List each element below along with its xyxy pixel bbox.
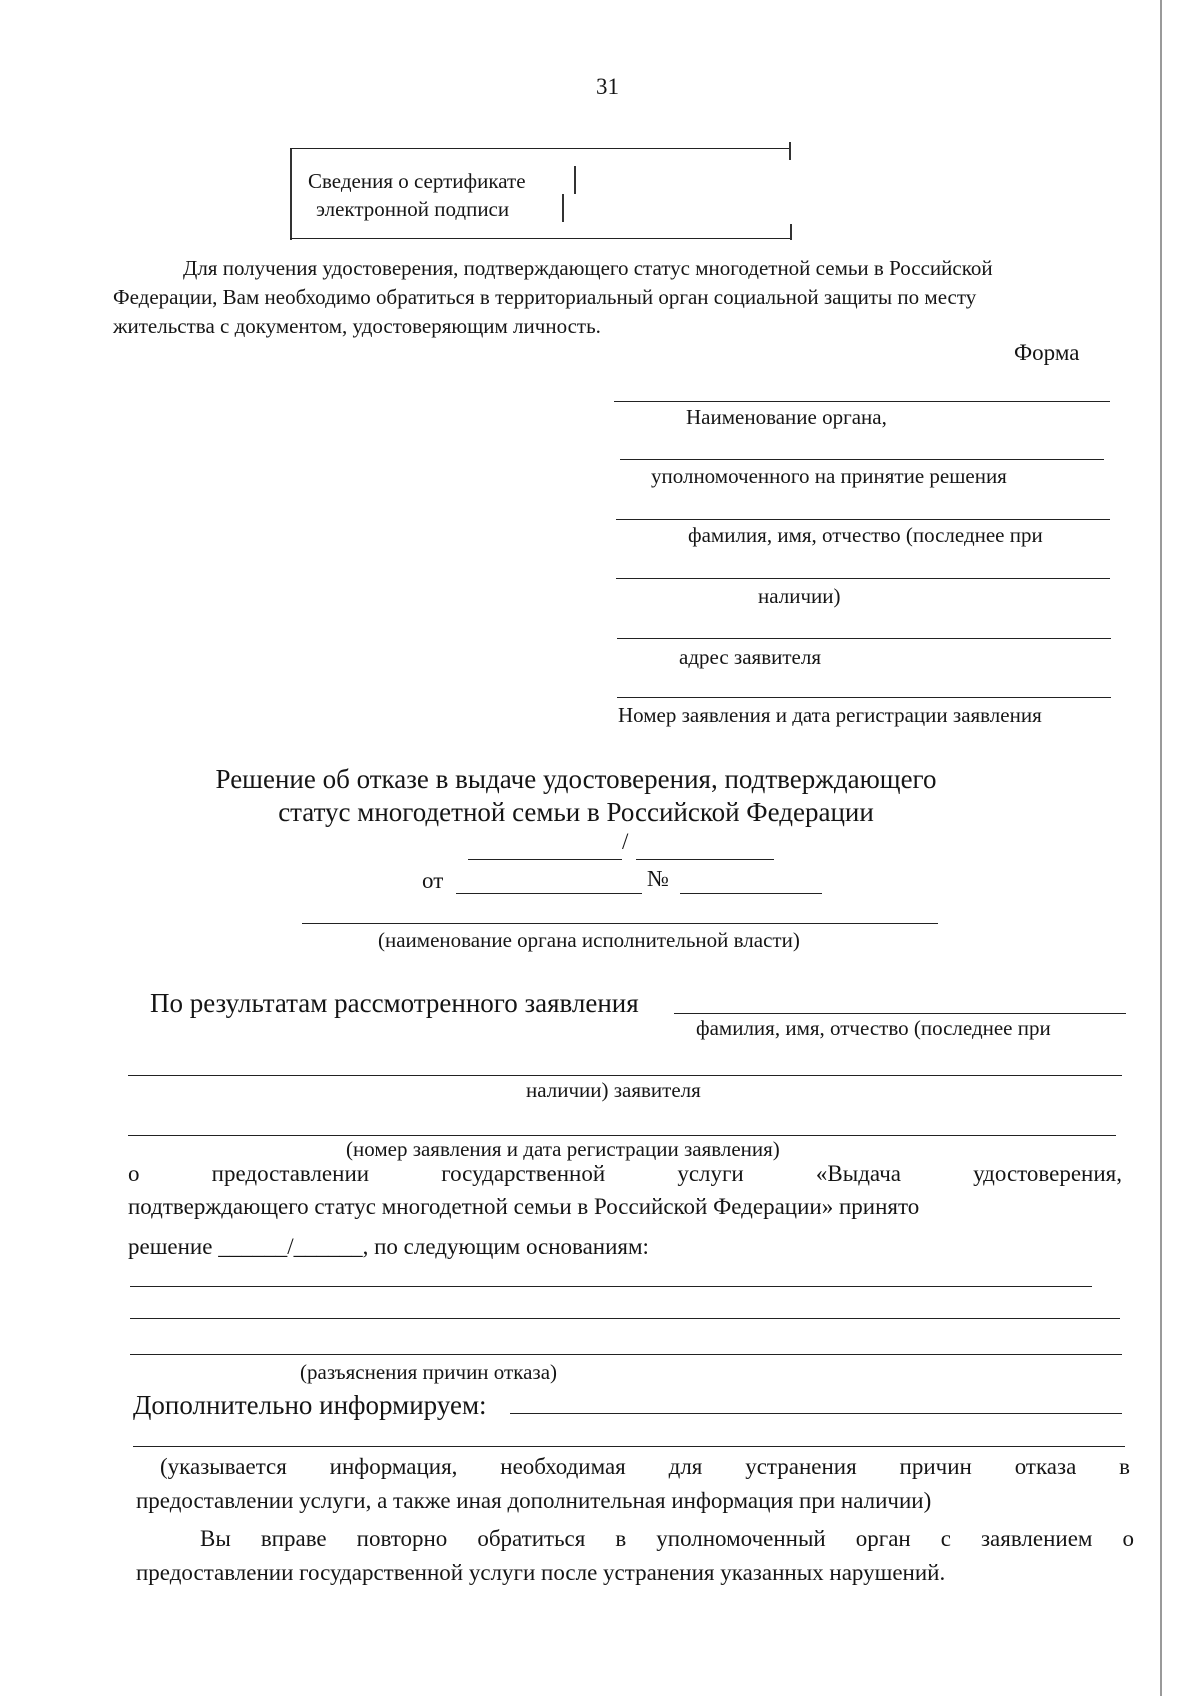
closing-line-1: Вы вправе повторно обратиться в уполномоченный орган с заявлением о [200,1526,1134,1551]
decision-blank: ______/______ [218,1234,363,1259]
title-line-1 [0,764,1200,795]
additional-caption-2: предоставлении услуги, а также иная дополнительная информация при наличии) [136,1488,932,1513]
additional-line-1 [510,1413,1122,1414]
applicant-fio-caption-2: наличии) заявителя [526,1078,701,1102]
scan-edge [1160,0,1162,1696]
application-number-line [128,1135,1116,1136]
applicant-fio-caption-1: фамилия, имя, отчество (последнее при [696,1016,1051,1040]
reasons-line-2 [130,1318,1120,1319]
applicant-fio-line-2 [128,1075,1122,1076]
organ-name-caption: (наименование органа исполнительной власти) [378,928,800,952]
fio-caption-1: фамилия, имя, отчество (последнее при [688,523,1043,547]
additional-text: Дополнительно информируем: [133,1390,487,1420]
reasons-line-1 [130,1286,1092,1287]
date-blank [456,893,642,894]
application-number-caption: (номер заявления и дата регистрации заявления) [346,1137,780,1161]
decision-word: решение [128,1234,213,1259]
decision-line [128,1234,649,1260]
fio-line-1 [616,519,1110,520]
service-line-1: о предоставлении государственной услуги «Выдача удостоверения, [128,1161,1122,1186]
title-line-1-text: Решение об отказе в выдаче удостоверения, подтверждающего [215,764,937,794]
signature-box-line2: электронной подписи [316,197,510,221]
organ-line-1 [614,401,1110,402]
signature-box-line1: Сведения о сертификате [308,169,526,193]
intro-line-3: жительства с документом, удостоверяющим личность. [113,314,601,338]
additional-line-2 [133,1446,1125,1447]
organ-caption-1: Наименование органа, [686,405,887,429]
number-sign: № [647,866,669,891]
closing-line-2: предоставлении государственной услуги после устранения указанных нарушений. [136,1560,946,1585]
address-caption: адрес заявителя [679,645,821,669]
registry-slash: / [622,829,629,854]
registry-blank-left [468,859,622,860]
organ-line-2 [620,459,1104,460]
title-line-2 [0,797,1200,828]
application-caption: Номер заявления и дата регистрации заявления [618,703,1042,727]
additional-caption-1: (указывается информация, необходимая для устранения причин отказа в [160,1454,1130,1479]
application-line [617,697,1111,698]
address-line [617,638,1111,639]
intro-line-1: Для получения удостоверения, подтверждающего статус многодетной семьи в Российской [183,256,993,280]
reasons-caption: (разъяснения причин отказа) [300,1360,558,1384]
grounds-text: , по следующим основаниям: [362,1234,649,1259]
organ-caption-2: уполномоченного на принятие решения [651,464,1007,488]
organ-name-line [302,923,938,924]
fio-caption-2: наличии) [758,584,841,608]
intro-line-2: Федерации, Вам необходимо обратиться в территориальный орган социальной защиты по месту [113,285,977,309]
fio-line-2 [616,578,1110,579]
number-blank [680,893,822,894]
reasons-line-3 [130,1354,1122,1355]
service-line-2: подтверждающего статус многодетной семьи в Российской Федерации» принято [128,1194,920,1219]
title-line-2-text: статус многодетной семьи в Российской Федерации [278,797,874,827]
form-label: Форма [1014,340,1080,365]
date-from-label: от [422,868,444,893]
applicant-fio-line [674,1013,1126,1014]
results-text: По результатам рассмотренного заявления [150,988,639,1018]
registry-blank-right [636,859,774,860]
page-number: 31 [596,74,619,99]
